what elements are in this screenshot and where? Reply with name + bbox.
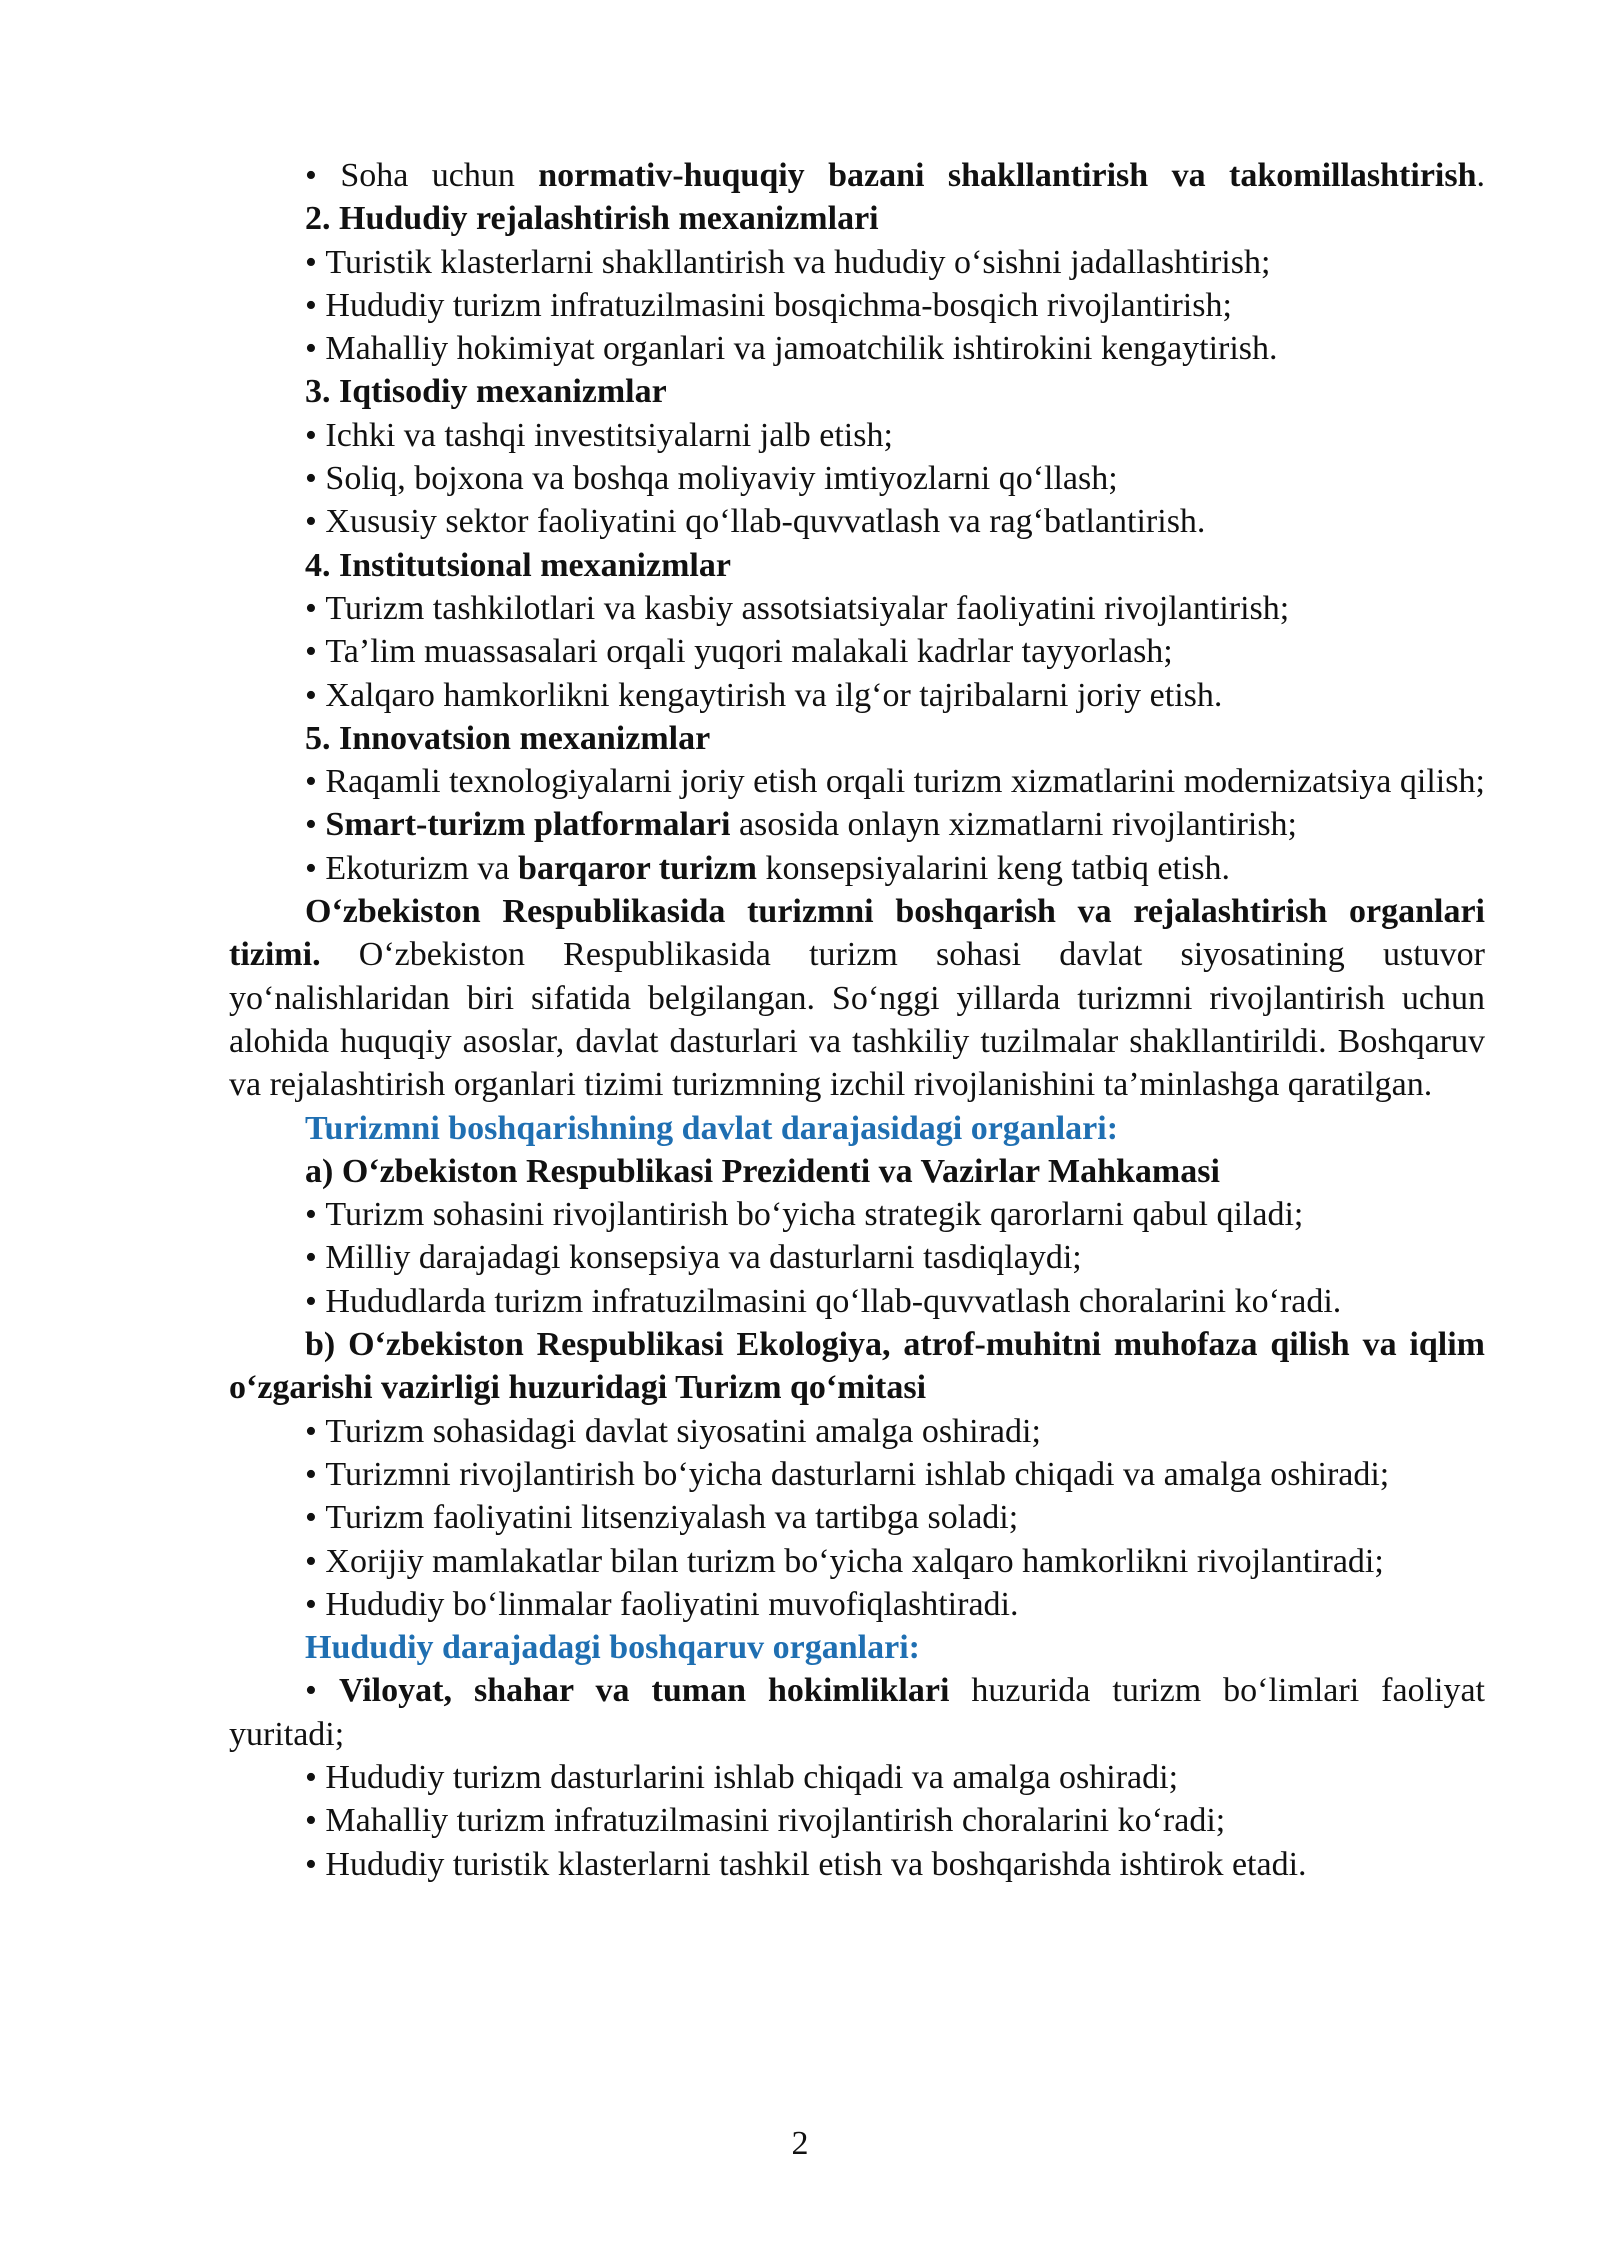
section-heading xyxy=(229,544,1485,587)
bullet-icon: • xyxy=(305,416,317,454)
text: Turizm sohasini rivojlantirish bo‘yicha strategik qarorlarni qabul qiladi; xyxy=(325,1196,1304,1234)
text: Turizm tashkilotlari va kasbiy assotsiatsiyalar faoliyatini rivojlantirish; xyxy=(325,589,1290,627)
section-heading xyxy=(229,1150,1485,1193)
bold-text: barqaror turizm xyxy=(518,849,757,887)
text: Milliy darajadagi konsepsiya va dasturlarni tasdiqlaydi; xyxy=(325,1239,1082,1277)
text: Ta’lim muassasalari orqali yuqori malakali kadrlar tayyorlash; xyxy=(325,633,1173,671)
subsection-heading xyxy=(229,1626,1485,1669)
bullet-icon: • xyxy=(305,1455,317,1493)
text: Ichki va tashqi investitsiyalarni jalb etish; xyxy=(325,416,893,454)
bullet-icon: • xyxy=(305,1542,317,1580)
bullet-item xyxy=(229,1583,1485,1626)
bullet-icon: • xyxy=(305,1282,317,1320)
bullet-item xyxy=(229,414,1485,457)
bullet-icon: • xyxy=(305,1196,317,1234)
bullet-icon: • xyxy=(305,633,317,671)
bold-text: Smart-turizm platformalari xyxy=(325,806,731,844)
bullet-item xyxy=(229,241,1485,284)
bullet-icon: • xyxy=(305,763,317,801)
bullet-item xyxy=(229,284,1485,327)
text: Mahalliy hokimiyat organlari va jamoatchilik ishtirokini kengaytirish. xyxy=(325,330,1278,368)
bullet-item xyxy=(229,1193,1485,1236)
bullet-icon: • xyxy=(305,286,317,324)
text: Hududiy turizm infratuzilmasini bosqichma-bosqich rivojlantirish; xyxy=(325,286,1232,324)
heading-text: 4. Institutsional mexanizmlar xyxy=(305,546,731,584)
text: huzurida turizm bo‘limlari faoliyat yuritadi; xyxy=(229,1672,1486,1753)
bullet-item xyxy=(229,587,1485,630)
heading-text: 2. Hududiy rejalashtirish mexanizmlari xyxy=(305,200,879,238)
bullet-icon: • xyxy=(305,460,317,498)
bullet-icon: • xyxy=(305,1802,317,1840)
text: Xususiy sektor faoliyatini qo‘llab-quvvatlash va rag‘batlantirish. xyxy=(325,503,1206,541)
bullet-item xyxy=(229,1843,1485,1886)
bullet-icon: • xyxy=(305,806,317,844)
bullet-item xyxy=(229,1453,1485,1496)
bullet-item xyxy=(229,1756,1485,1799)
bullet-icon: • xyxy=(305,157,317,194)
bold-text: normativ-huquqiy bazani shakllantirish va takomillashtirish xyxy=(538,157,1477,194)
bullet-icon: • xyxy=(305,849,317,887)
text: Hududiy turizm dasturlarini ishlab chiqadi va amalga oshiradi; xyxy=(325,1758,1179,1796)
text: Turizm faoliyatini litsenziyalash va tartibga soladi; xyxy=(325,1499,1019,1537)
heading-text: a) O‘zbekiston Respublikasi Prezidenti va Vazirlar Mahkamasi xyxy=(305,1152,1220,1190)
bullet-item xyxy=(229,1669,1485,1756)
bullet-item xyxy=(229,630,1485,673)
bullet-icon: • xyxy=(305,1672,317,1710)
bullet-item xyxy=(229,847,1485,890)
bullet-icon: • xyxy=(305,1758,317,1796)
page-content xyxy=(229,154,1485,1886)
bullet-icon: • xyxy=(305,676,317,714)
bullet-item xyxy=(229,803,1485,846)
text: Turistik klasterlarni shakllantirish va hududiy o‘sishni jadallashtirish; xyxy=(325,243,1271,281)
text: O‘zbekiston Respublikasida turizm sohasi davlat siyosatining ustuvor yo‘nalishlaridan biri sifatida belgilangan. So‘nggi yillarda turizmni rivojlantirish uchun alohida huquqiy asoslar, davlat dasturlari va tashkiliy tuzilmalar shakllantirildi. Boshqaruv va rejalashtirish organlari tizimi turizmning izchil rivojlanishini ta’minlashga qaratilgan. xyxy=(229,936,1485,1104)
text: Hududiy turistik klasterlarni tashkil etish va boshqarishda ishtirok etadi. xyxy=(325,1845,1307,1883)
heading-text: 5. Innovatsion mexanizmlar xyxy=(305,719,711,757)
bullet-icon: • xyxy=(305,1412,317,1450)
text: Xorijiy mamlakatlar bilan turizm bo‘yicha xalqaro hamkorlikni rivojlantiradi; xyxy=(325,1542,1384,1580)
text: Soliq, bojxona va boshqa moliyaviy imtiyozlarni qo‘llash; xyxy=(325,460,1118,498)
bullet-icon: • xyxy=(305,243,317,281)
bullet-icon: • xyxy=(305,1845,317,1883)
text: konsepsiyalarini keng tatbiq etish. xyxy=(756,849,1231,887)
heading-text: 3. Iqtisodiy mexanizmlar xyxy=(305,373,667,411)
bullet-icon: • xyxy=(305,589,317,627)
paragraph xyxy=(229,890,1485,1106)
heading-text: b) O‘zbekiston Respublikasi Ekologiya, atrof-muhitni muhofaza qilish va iqlim o‘zgarishi vazirligi huzuridagi Turizm qo‘mitasi xyxy=(229,1326,1485,1407)
bullet-icon: • xyxy=(305,503,317,541)
subheading-text: Turizmni boshqarishning davlat darajasidagi organlari: xyxy=(305,1109,1119,1147)
text: Soha uchun xyxy=(340,157,539,194)
section-heading xyxy=(229,197,1485,240)
text: Raqamli texnologiyalarni joriy etish orqali turizm xizmatlarini modernizatsiya qilish; xyxy=(325,763,1485,801)
section-heading xyxy=(229,370,1485,413)
text: . xyxy=(1476,157,1485,194)
bullet-item xyxy=(229,457,1485,500)
bullet-icon: • xyxy=(305,1499,317,1537)
section-heading xyxy=(229,1323,1485,1410)
text: Hududlarda turizm infratuzilmasini qo‘llab-quvvatlash choralarini ko‘radi. xyxy=(325,1282,1342,1320)
text: Mahalliy turizm infratuzilmasini rivojlantirish choralarini ko‘radi; xyxy=(325,1802,1226,1840)
bullet-item xyxy=(229,760,1485,803)
bullet-item xyxy=(229,154,1485,197)
text: Hududiy bo‘linmalar faoliyatini muvofiqlashtiradi. xyxy=(325,1585,1019,1623)
bullet-item xyxy=(229,500,1485,543)
text: Xalqaro hamkorlikni kengaytirish va ilg‘or tajribalarni joriy etish. xyxy=(325,676,1223,714)
bullet-icon: • xyxy=(305,1585,317,1623)
subheading-text: Hududiy darajadagi boshqaruv organlari: xyxy=(305,1629,920,1667)
bullet-item xyxy=(229,1540,1485,1583)
bullet-icon: • xyxy=(305,330,317,368)
bullet-item xyxy=(229,1410,1485,1453)
page-number: 2 xyxy=(791,2125,809,2162)
subsection-heading xyxy=(229,1107,1485,1150)
bullet-item xyxy=(229,1799,1485,1842)
text: Turizmni rivojlantirish bo‘yicha dasturlarni ishlab chiqadi va amalga oshiradi; xyxy=(325,1455,1390,1493)
bullet-item xyxy=(229,1236,1485,1279)
bold-text: Viloyat, shahar va tuman hokimliklari xyxy=(338,1672,950,1710)
bullet-item xyxy=(229,674,1485,717)
bullet-icon: • xyxy=(305,1239,317,1277)
text: Ekoturizm va xyxy=(325,849,519,887)
bold-text: O‘zbekiston Respublikasida turizmni boshqarish va rejalashtirish organlari tizimi. xyxy=(229,893,1485,974)
bullet-item xyxy=(229,1496,1485,1539)
text: Turizm sohasidagi davlat siyosatini amalga oshiradi; xyxy=(325,1412,1041,1450)
bullet-item xyxy=(229,1280,1485,1323)
section-heading xyxy=(229,717,1485,760)
bullet-item xyxy=(229,327,1485,370)
text: asosida onlayn xizmatlarni rivojlantirish; xyxy=(730,806,1297,844)
